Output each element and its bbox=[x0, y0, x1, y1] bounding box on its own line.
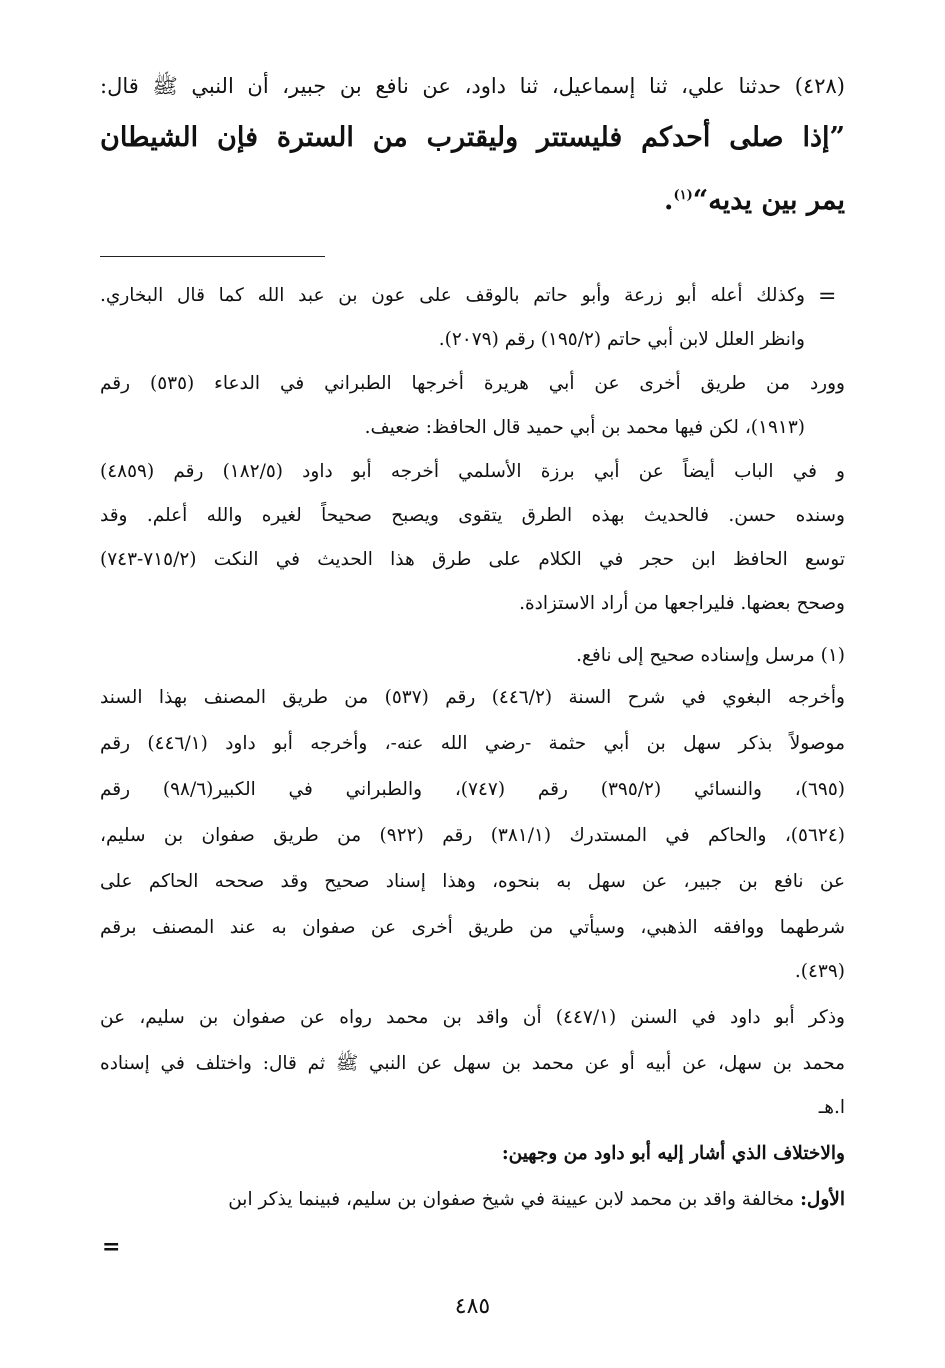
footnote-line: (٥٦٢٤)، والحاكم في المستدرك (٣٨١/١) رقم (٩٢٢) من طريق صفوان بن سليم، bbox=[100, 825, 845, 846]
footnote-line: محمد بن سهل، عن أبيه أو عن محمد بن سهل عن النبي ﷺ ثم قال: واختلف في إسناده bbox=[100, 1053, 845, 1074]
footnote-line: وصحح بعضها. فليراجعها من أراد الاستزادة. bbox=[519, 593, 845, 614]
continues-mark: = bbox=[102, 1234, 121, 1260]
footnote-line: وسنده حسن. فالحديث بهذه الطرق يتقوى ويصبح صحيحاً لغيره والله أعلم. وقد bbox=[100, 505, 845, 526]
footnote-1-title: (١) مرسل وإسناده صحيح إلى نافع. bbox=[576, 645, 845, 666]
footnote-line: و في الباب أيضاً عن أبي برزة الأسلمي أخرجه أبو داود (١٨٢/٥) رقم (٤٨٥٩) bbox=[100, 461, 845, 482]
footnote-line: عن نافع بن جبير، عن سهل به بنحوه، وهذا إسناد صحيح وقد صححه الحاكم على bbox=[100, 871, 845, 892]
footnote-separator bbox=[100, 256, 325, 257]
footnote-line: (١٩١٣)، لكن فيها محمد بن أبي حميد قال الحافظ: ضعيف. bbox=[364, 417, 805, 438]
footnote-line: وأخرجه البغوي في شرح السنة (٤٤٦/٢) رقم (٥٣٧) من طريق المصنف بهذا السند bbox=[100, 687, 845, 708]
footnote-line: موصولاً بذكر سهل بن أبي حثمة -رضي الله عنه-، وأخرجه أبو داود (٤٤٦/١) رقم bbox=[100, 733, 845, 754]
hadith-text-line-1: ”إذا صلى أحدكم فليستتر وليقترب من السترة فإن الشيطان bbox=[100, 122, 845, 153]
hadith-header: (٤٢٨) حدثنا علي، ثنا إسماعيل، ثنا داود، عن نافع بن جبير، أن النبي ﷺ قال: bbox=[100, 74, 845, 98]
footnote-line: وذكر أبو داود في السنن (٤٤٧/١) أن واقد بن محمد رواه عن صفوان بن سليم، عن bbox=[100, 1007, 845, 1028]
section-heading: والاختلاف الذي أشار إليه أبو داود من وجهين: bbox=[501, 1143, 845, 1164]
footnote-line: توسع الحافظ ابن حجر في الكلام على طرق هذا الحديث في النكت (٧١٥/٢-٧٤٣) bbox=[100, 549, 845, 570]
footnote-line bbox=[100, 1180, 845, 1220]
hadith-period: . bbox=[664, 185, 674, 216]
footnote-reference: (١) bbox=[673, 188, 693, 203]
footnote-line: (٤٣٩). bbox=[794, 961, 845, 982]
page-number: ٤٨٥ bbox=[454, 1294, 491, 1319]
footnote-line: ا.هـ bbox=[818, 1097, 845, 1118]
footnote-line: شرطهما ووافقه الذهبي، وسيأتي من طريق أخرى عن صفوان به عند المصنف برقم bbox=[100, 917, 845, 938]
hadith-text-line-2 bbox=[100, 166, 845, 231]
footnote-line: وكذلك أعله أبو زرعة وأبو حاتم بالوقف على عون بن عبد الله كما قال البخاري. bbox=[100, 285, 805, 306]
first-aspect-label: الأول: bbox=[800, 1189, 845, 1210]
footnote-line: وانظر العلل لابن أبي حاتم (١٩٥/٢) رقم (٢٠٧٩). bbox=[438, 329, 805, 350]
first-aspect-text: مخالفة واقد بن محمد لابن عيينة في شيخ صفوان بن سليم، فبينما يذكر ابن bbox=[228, 1189, 795, 1210]
hadith-text-end: يمر بين يديه“ bbox=[692, 185, 845, 216]
continuation-mark: = bbox=[818, 284, 837, 309]
footnote-line: وورد من طريق أخرى عن أبي هريرة أخرجها الطبراني في الدعاء (٥٣٥) رقم bbox=[100, 373, 845, 394]
footnote-line: (٦٩٥)، والنسائي (٣٩٥/٢) رقم (٧٤٧)، والطبراني في الكبير(٩٨/٦) رقم bbox=[100, 779, 845, 800]
